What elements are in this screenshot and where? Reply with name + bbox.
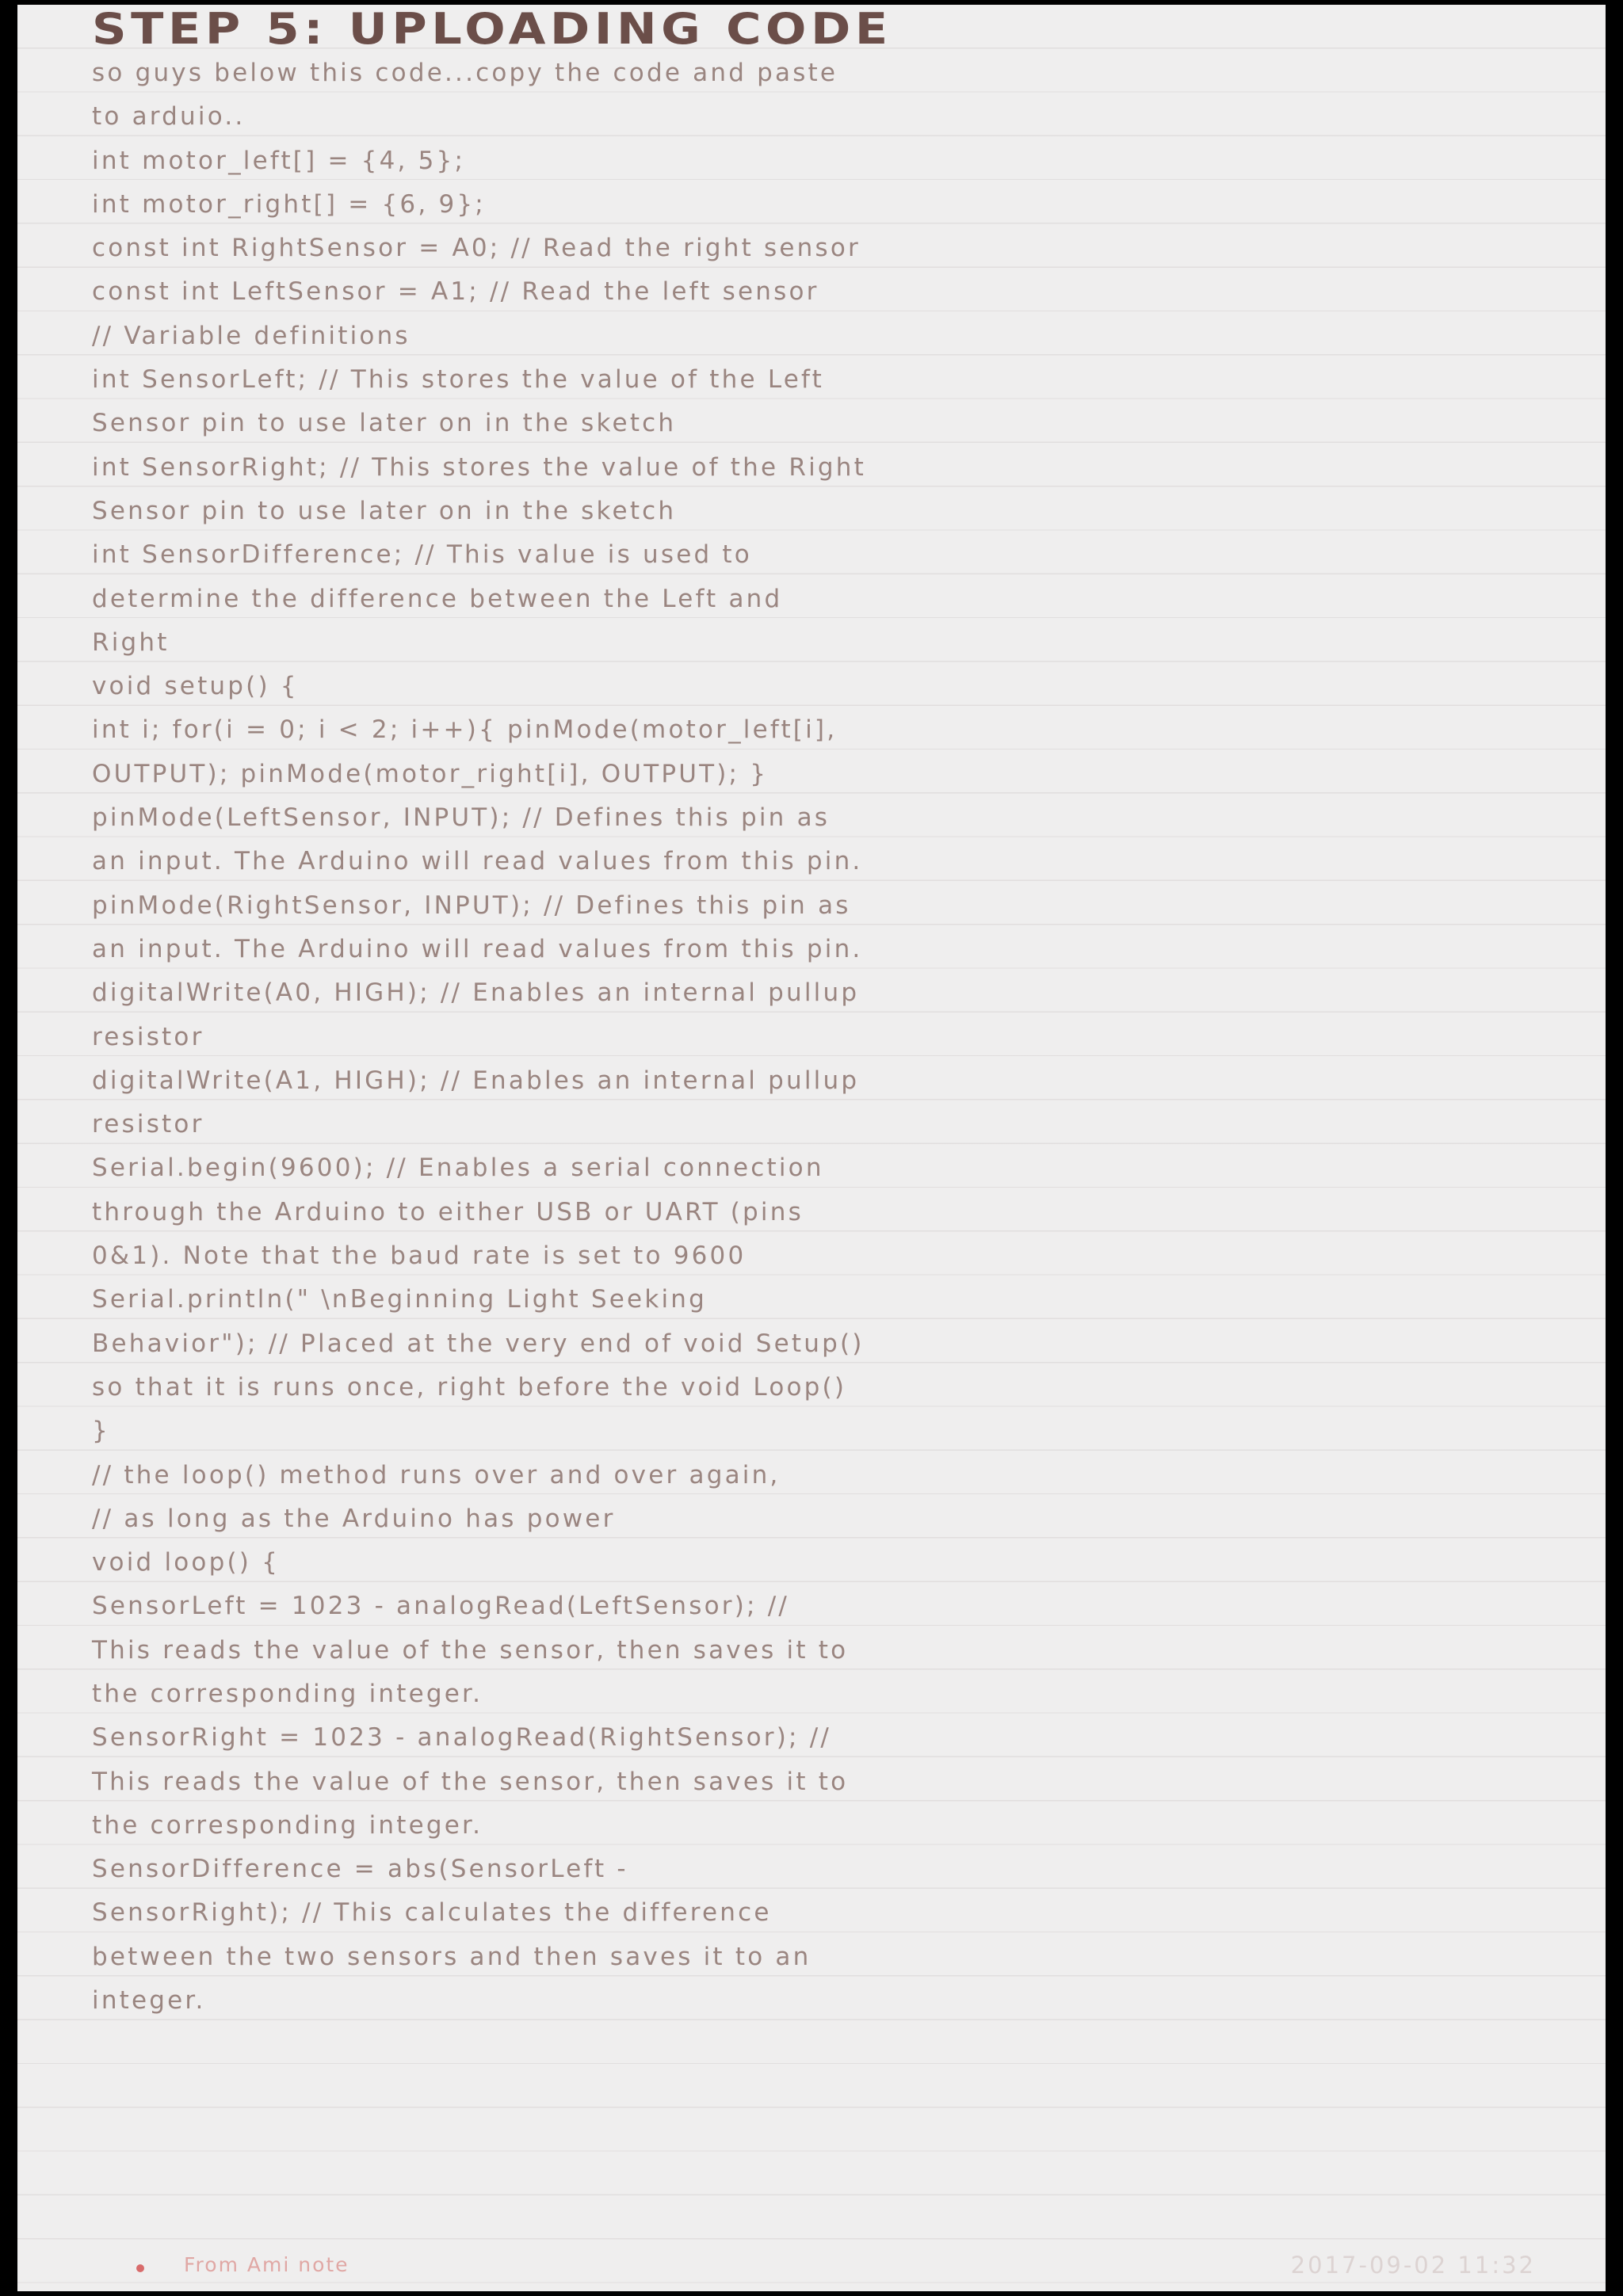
code-line: pinMode(LeftSensor, INPUT); // Defines this pin as bbox=[92, 803, 831, 833]
code-line: Serial.println(" \nBeginning Light Seeking bbox=[92, 1285, 708, 1314]
code-line: determine the difference between the Left and bbox=[92, 584, 783, 613]
code-line: integer. bbox=[92, 1986, 206, 2016]
code-line: // as long as the Arduino has power bbox=[92, 1504, 616, 1533]
note-title: STEP 5: UPLOADING CODE bbox=[92, 5, 892, 54]
code-line: Sensor pin to use later on in the sketch bbox=[92, 409, 677, 438]
code-line: This reads the value of the sensor, then saves it to bbox=[92, 1767, 849, 1796]
note-body bbox=[92, 51, 1582, 2023]
code-line: resistor bbox=[92, 1110, 204, 1139]
code-line: SensorDifference = abs(SensorLeft - bbox=[92, 1855, 628, 1884]
bullet-dot-icon bbox=[136, 2264, 144, 2272]
code-line: void setup() { bbox=[92, 672, 299, 701]
code-line: the corresponding integer. bbox=[92, 1810, 483, 1840]
code-line: const int RightSensor = A0; // Read the right sensor bbox=[92, 234, 861, 263]
code-line: Right bbox=[92, 627, 170, 657]
code-line: to arduio.. bbox=[92, 102, 246, 132]
code-line: digitalWrite(A1, HIGH); // Enables an internal pullup bbox=[92, 1066, 860, 1095]
code-line: resistor bbox=[92, 1022, 204, 1051]
note-page bbox=[17, 5, 1606, 2291]
note-footer bbox=[17, 2247, 1606, 2286]
code-line: pinMode(RightSensor, INPUT); // Defines this pin as bbox=[92, 891, 851, 920]
code-line: digitalWrite(A0, HIGH); // Enables an internal pullup bbox=[92, 978, 860, 1008]
code-line: int SensorDifference; // This value is used to bbox=[92, 540, 752, 570]
code-line: OUTPUT); pinMode(motor_right[i], OUTPUT); } bbox=[92, 759, 769, 788]
code-line: the corresponding integer. bbox=[92, 1679, 483, 1708]
code-line: Serial.begin(9600); // Enables a serial connection bbox=[92, 1154, 824, 1183]
code-line: SensorRight = 1023 - analogRead(RightSensor); // bbox=[92, 1723, 832, 1753]
code-line: so that it is runs once, right before the void Loop() bbox=[92, 1372, 847, 1402]
code-line: int i; for(i = 0; i < 2; i++){ pinMode(motor_left[i], bbox=[92, 715, 838, 745]
code-line: // Variable definitions bbox=[92, 321, 411, 350]
source-label[interactable]: From Ami note bbox=[184, 2253, 349, 2276]
code-line: int SensorLeft; // This stores the value of the Left bbox=[92, 365, 824, 395]
code-line: const int LeftSensor = A1; // Read the left sensor bbox=[92, 277, 819, 307]
code-line: SensorRight); // This calculates the difference bbox=[92, 1898, 772, 1928]
code-line: an input. The Arduino will read values from this pin. bbox=[92, 934, 863, 963]
code-line: an input. The Arduino will read values from this pin. bbox=[92, 847, 863, 876]
code-line: int SensorRight; // This stores the value of the Right bbox=[92, 452, 866, 482]
timestamp: 2017-09-02 11:32 bbox=[1290, 2252, 1536, 2279]
code-line: Sensor pin to use later on in the sketch bbox=[92, 496, 677, 525]
code-line: int motor_right[] = {6, 9}; bbox=[92, 189, 486, 219]
code-line: } bbox=[92, 1417, 110, 1446]
code-line: Behavior"); // Placed at the very end of void Setup() bbox=[92, 1329, 865, 1358]
code-line: This reads the value of the sensor, then saves it to bbox=[92, 1635, 849, 1665]
code-line: between the two sensors and then saves it to an bbox=[92, 1942, 812, 1971]
code-line: through the Arduino to either USB or UART (pins bbox=[92, 1197, 804, 1226]
code-line: void loop() { bbox=[92, 1548, 281, 1577]
code-line: int motor_left[] = {4, 5}; bbox=[92, 146, 466, 175]
code-line: // the loop() method runs over and over again, bbox=[92, 1460, 781, 1489]
code-line: SensorLeft = 1023 - analogRead(LeftSensor); // bbox=[92, 1592, 789, 1621]
code-line: so guys below this code...copy the code and paste bbox=[92, 59, 838, 87]
code-line: 0&1). Note that the baud rate is set to 9600 bbox=[92, 1241, 747, 1271]
